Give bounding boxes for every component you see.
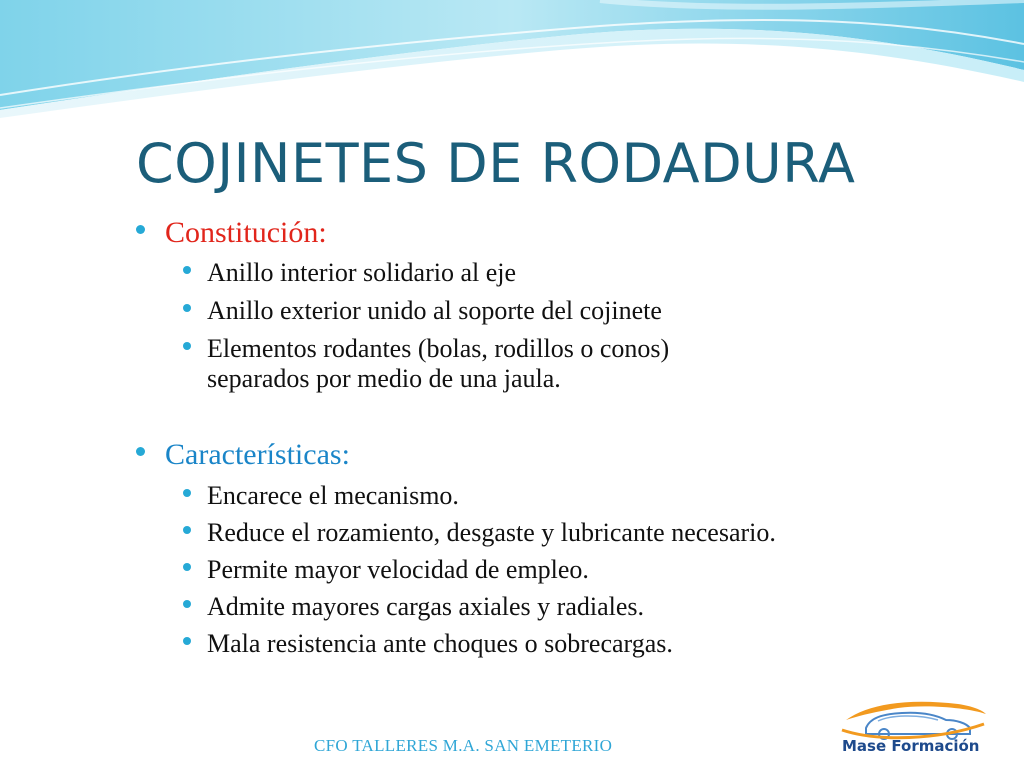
section-heading-caracteristicas: Características: <box>136 438 350 472</box>
bullet-icon <box>183 637 191 645</box>
list-item-text: Elementos rodantes (bolas, rodillos o conos) separados por medio de una jaula. <box>207 334 670 393</box>
bullet-icon <box>183 342 191 350</box>
list-item: Encarece el mecanismo. <box>183 481 459 511</box>
bullet-icon <box>183 489 191 497</box>
slide-footer: CFO TALLERES M.A. SAN EMETERIO <box>314 736 613 755</box>
list-item: Admite mayores cargas axiales y radiales. <box>183 592 644 622</box>
bullet-icon <box>183 563 191 571</box>
slide-title: COJINETES DE RODADURA <box>136 132 856 195</box>
list-item: Anillo interior solidario al eje <box>183 258 516 288</box>
bullet-icon <box>183 526 191 534</box>
section-heading-constitucion: Constitución: <box>136 216 327 250</box>
header-wave-decoration <box>0 0 1024 130</box>
bullet-icon <box>136 225 145 234</box>
list-item: Reduce el rozamiento, desgaste y lubricante necesario. <box>183 518 776 548</box>
list-item: Anillo exterior unido al soporte del cojinete <box>183 296 662 326</box>
list-item <box>183 334 669 394</box>
list-item: Permite mayor velocidad de empleo. <box>183 555 589 585</box>
bullet-icon <box>183 266 191 274</box>
bullet-icon <box>183 304 191 312</box>
list-item: Mala resistencia ante choques o sobrecargas. <box>183 629 673 659</box>
bullet-icon <box>136 447 145 456</box>
logo-name: Mase Formación <box>842 737 980 755</box>
bullet-icon <box>183 600 191 608</box>
